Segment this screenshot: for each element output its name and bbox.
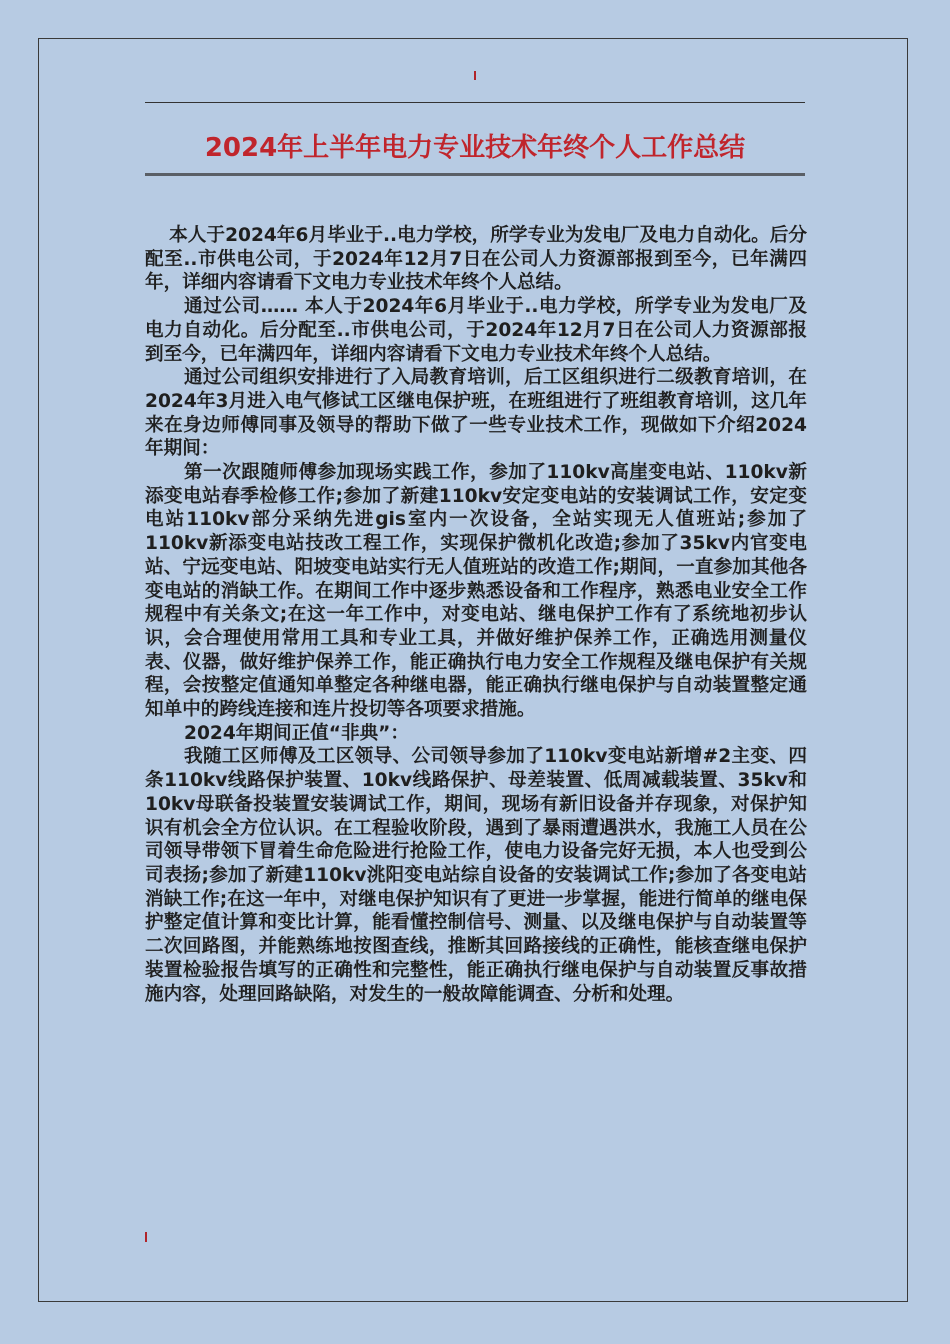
paragraph-sars-period: 2024年期间正值“非典”：: [184, 722, 409, 744]
document-title: 2024年上半年电力专业技术年终个人工作总结: [204, 133, 746, 163]
paragraph-repeat: 通过公司…… 本人于2024年6月毕业于..电力学校，所学专业为发电厂及电力自动化。后分配至..市供电公司，于2024年12月7日在公司人力资源部报到至今，已年满四年，详细内容请看下文电力专业技术年终个人总结。: [145, 296, 807, 365]
document-body: [145, 224, 807, 1006]
footer-marker: [145, 1232, 147, 1242]
header-rule: [145, 102, 805, 103]
title-underline: [145, 173, 805, 176]
header-marker: [474, 71, 476, 80]
paragraph-intro: 本人于2024年6月毕业于..电力学校，所学专业为发电厂及电力自动化。后分配至..市供电公司，于2024年12月7日在公司人力资源部报到至今，已年满四年，详细内容请看下文电力专业技术年终个人总结。: [145, 225, 807, 294]
paragraph-substation-work: 我随工区师傅及工区领导、公司领导参加了110kv变电站新增#2主变、四条110kv线路保护装置、10kv线路保护、母差装置、低周减载装置、35kv和10kv母联备投装置安装调试工作，期间，现场有新旧设备并存现象，对保护知识有机会全方位认识。在工程验收阶段，遇到了暴雨遭遇洪水，我施工人员在公司领导带领下冒着生命危险进行抢险工作，使电力设备完好无损，本人也受到公司表扬;参加了新建110kv洮阳变电站综自设备的安装调试工作;参加了各变电站消缺工作;在这一年中，对继电保护知识有了更进一步掌握，能进行简单的继电保护整定值计算和变比计算，能看懂控制信号、测量、以及继电保护与自动装置等二次回路图，并能熟练地按图查线，推断其回路接线的正确性，能核查继电保护装置检验报告填写的正确性和完整性，能正确执行继电保护与自动装置反事故措施内容，处理回路缺陷，对发生的一般故障能调查、分析和处理。: [145, 746, 807, 1005]
paragraph-training: 通过公司组织安排进行了入局教育培训，后工区组织进行二级教育培训，在2024年3月进入电气修试工区继电保护班，在班组进行了班组教育培训，这几年来在身边师傅同事及领导的帮助下做了一些专业技术工作，现做如下介绍2024年期间：: [145, 367, 807, 460]
paragraph-first-practice: 第一次跟随师傅参加现场实践工作，参加了110kv高崖变电站、110kv新添变电站春季检修工作;参加了新建110kv安定变电站的安装调试工作，安定变电站110kv部分采纳先进gis室内一次设备，全站实现无人值班站;参加了110kv新添变电站技改工程工作，实现保护微机化改造;参加了35kv内官变电站、宁远变电站、阳坡变电站实行无人值班站的改造工作;期间，一直参加其他各变电站的消缺工作。在期间工作中逐步熟悉设备和工作程序，熟悉电业安全工作规程中有关条文;在这一年工作中，对变电站、继电保护工作有了系统地初步认识，会合理使用常用工具和专业工具，并做好维护保养工作，正确选用测量仪表、仪器，做好维护保养工作，能正确执行电力安全工作规程及继电保护有关规程，会按整定值通知单整定各种继电器，能正确执行继电保护与自动装置整定通知单中的跨线连接和连片投切等各项要求措施。: [145, 462, 807, 721]
